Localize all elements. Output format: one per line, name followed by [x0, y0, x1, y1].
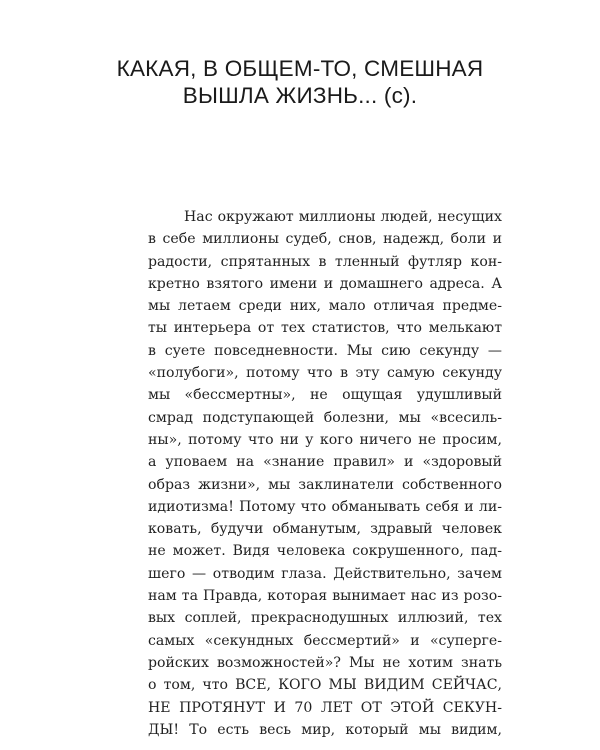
- body-line: мы летаем среди них, мало отличая предме-: [148, 298, 502, 315]
- body-line: ДЫ! То есть весь мир, который мы видим,: [148, 721, 502, 738]
- body-line: «полубоги», потому что в эту самую секунду: [148, 365, 502, 382]
- title-line-1: КАКАЯ, В ОБЩЕМ-ТО, СМЕШНАЯ: [116, 56, 484, 81]
- body-line: ройских возможностей»? Мы не хотим знать: [148, 654, 502, 671]
- body-line: вых соплей, прекраснодушных иллюзий, тех: [148, 610, 502, 627]
- body-line: образ жизни», мы заклинатели собственного: [148, 476, 502, 493]
- body-line: не может. Видя человека сокрушенного, пад-: [148, 543, 502, 560]
- body-line: ты интерьера от тех статистов, что мелькают: [148, 320, 502, 337]
- body-line: о том, что ВСЕ, КОГО МЫ ВИДИМ СЕЙЧАС,: [148, 677, 502, 694]
- chapter-title: [0, 55, 600, 109]
- title-line-2: ВЫШЛА ЖИЗНЬ... (с).: [182, 83, 418, 108]
- body-line: НЕ ПРОТЯНУТ И 70 ЛЕТ ОТ ЭТОЙ СЕКУН-: [148, 699, 502, 716]
- body-line: в себе миллионы судеб, снов, надежд, боли и: [148, 231, 502, 248]
- body-line: самых «секундных бессмертий» и «суперге-: [148, 632, 502, 649]
- body-line: Нас окружают миллионы людей, несущих: [184, 209, 502, 225]
- body-line: смрад подступающей болезни, мы «всесиль-: [148, 409, 502, 426]
- body-line: нам та Правда, которая вынимает нас из розо-: [148, 588, 502, 605]
- body-line: мы «бессмертны», не ощущая удушливый: [148, 387, 502, 404]
- body-line: кретно взятого имени и домашнего адреса. А: [148, 275, 502, 292]
- body-paragraph: [148, 206, 502, 741]
- body-line: а уповаем на «знание правил» и «здоровый: [148, 454, 502, 471]
- body-line: шего — отводим глаза. Действительно, зачем: [148, 565, 502, 582]
- body-line: радости, спрятанных в тленный футляр кон-: [148, 253, 502, 270]
- body-line: в суете повседневности. Мы сию секунду —: [148, 342, 502, 359]
- body-line: ковать, будучи обманутым, здравый человек: [148, 521, 502, 538]
- body-line: идиотизма! Потому что обманывать себя и ли-: [148, 498, 502, 515]
- body-line: ны», потому что ни у кого ничего не просим,: [148, 431, 502, 448]
